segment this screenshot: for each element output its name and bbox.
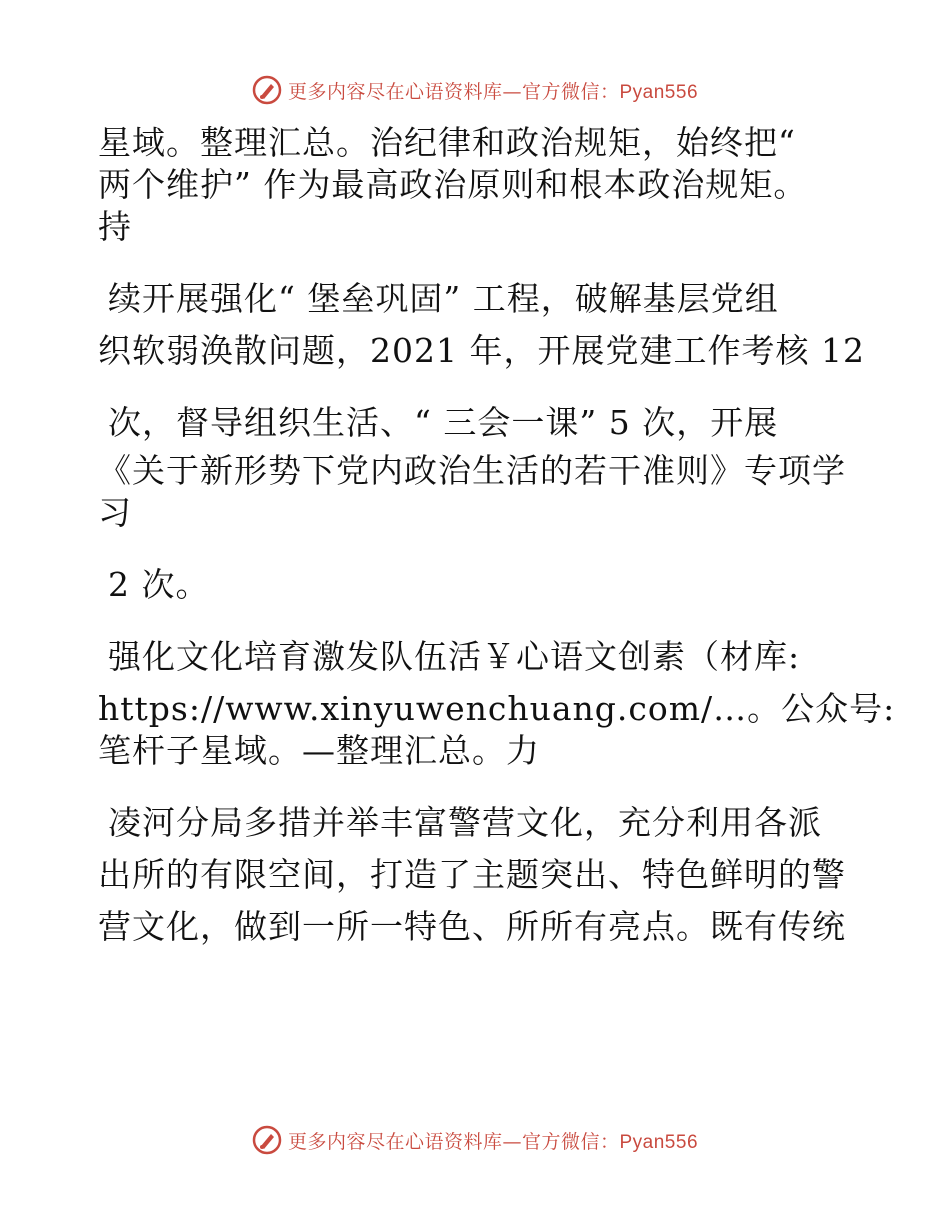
footer-watermark-banner [0, 1120, 950, 1160]
watermark-text: 更多内容尽在心语资料库—官方微信：Pyan556 [287, 1130, 699, 1153]
text-line: 持 [98, 207, 132, 246]
pen-nib-logo-icon [252, 75, 282, 105]
document-body [98, 122, 896, 948]
text-line: 强化文化培育激发队伍活￥心语文创素（材库: [108, 637, 801, 676]
text-line: 营文化，做到一所一特色、所所有亮点。既有传统 [98, 907, 846, 946]
text-line: 两个维护” 作为最高政治原则和根本政治规矩。 [98, 165, 808, 204]
text-line: 织软弱涣散问题，2021 年，开展党建工作考核 12 [98, 331, 865, 370]
text-line: 习 [98, 493, 132, 532]
pen-nib-logo-icon [252, 1125, 282, 1155]
text-line: 星域。整理汇总。治纪律和政治规矩，始终把“ [98, 123, 796, 162]
text-line: https://www.xinyuwenchuang.com/…。公众号: [98, 689, 896, 728]
text-line: 续开展强化“ 堡垒巩固” 工程，破解基层党组 [108, 279, 779, 318]
text-line: 凌河分局多措并举丰富警营文化，充分利用各派 [108, 803, 822, 842]
text-line: 笔杆子星域。—整理汇总。力 [98, 731, 540, 770]
watermark-text: 更多内容尽在心语资料库—官方微信：Pyan556 [287, 80, 699, 103]
header-watermark-banner [0, 70, 950, 110]
text-line: 2 次。 [108, 565, 210, 604]
text-line: 《关于新形势下党内政治生活的若干准则》专项学 [98, 451, 846, 490]
text-line: 出所的有限空间，打造了主题突出、特色鲜明的警 [98, 855, 846, 894]
text-line: 次，督导组织生活、“ 三会一课” 5 次，开展 [108, 403, 779, 442]
